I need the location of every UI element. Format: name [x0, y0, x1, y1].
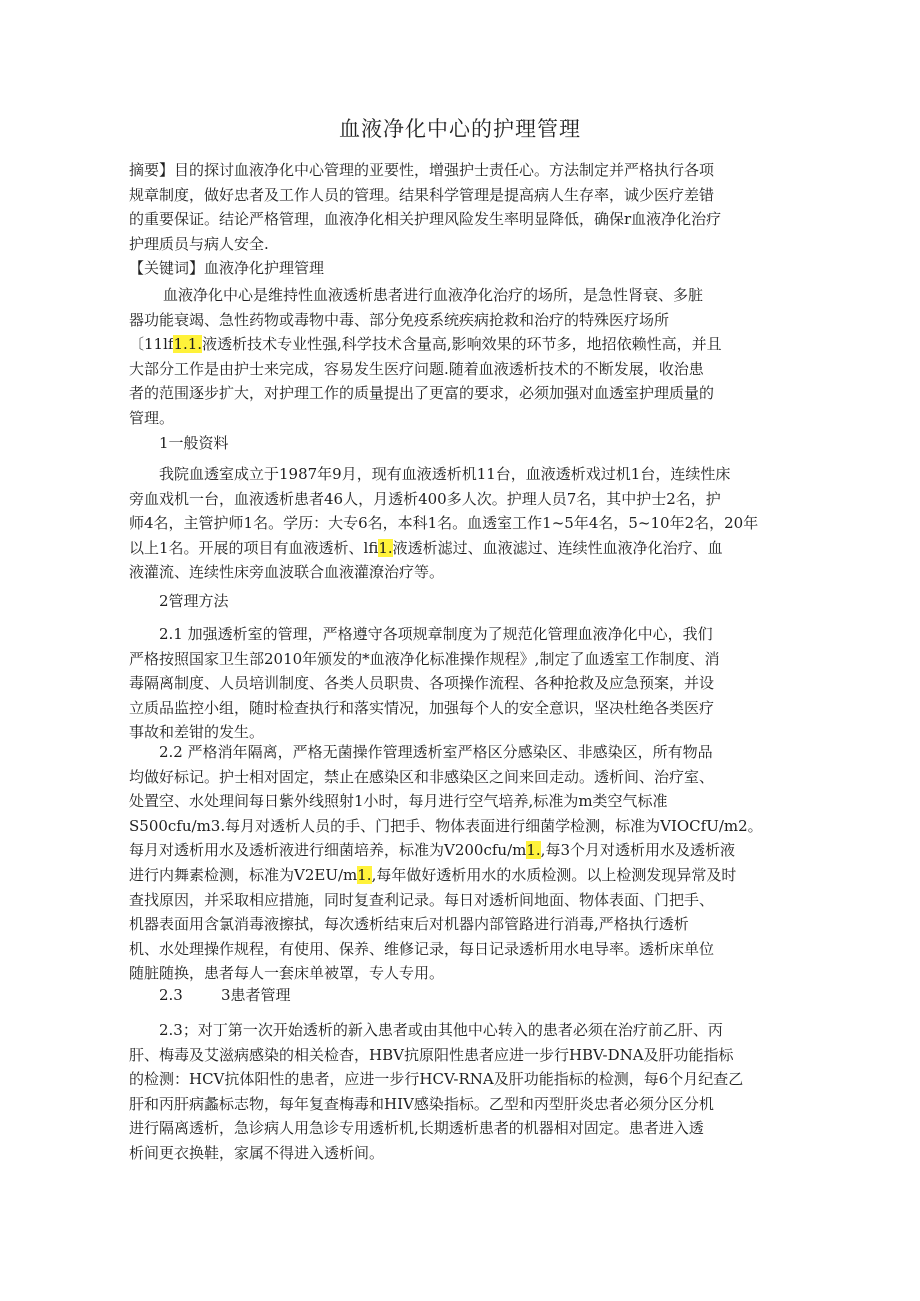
paragraph-line: 均做好标记。护士相对固定，禁止在感染区和非感染区之间来回走动。透析间、治疗室、	[129, 767, 715, 786]
paragraph-line: 2.2 严格消年隔离，严格无菌操作管理透析室严格区分感染区、非感染区，所有物品	[159, 743, 713, 761]
paragraph-text: 以上1名。开展的项目有血液透析、lfi	[129, 538, 379, 557]
highlight: 1.	[378, 538, 393, 557]
section-1-paragraph	[129, 462, 801, 585]
paragraph-text: 每月对透析用水及透析液进行细菌培养，标准为V200cfu∕m	[129, 841, 527, 860]
section-1-heading-block	[129, 431, 801, 456]
paragraph-text: 液透析技术专业性强,科学技术含量高,影响效果的环节多，地招依赖性高，并且	[202, 335, 722, 354]
section-2-1-paragraph	[129, 622, 801, 745]
highlight: 1.1.	[173, 335, 203, 354]
paragraph-line: 肝和丙肝病蠡标志物，每年复查梅毒和HIV感染指标。乙型和丙型肝炎忠者必须分区分机	[129, 1094, 714, 1113]
highlight: 1.	[357, 865, 372, 884]
document-title: 血液净化中心的护理管理	[339, 117, 581, 141]
paragraph-line: 严格按照国家卫生部2010年颁发的*血液净化标准操作规程》,制定了血透室工作制度、消	[129, 649, 720, 668]
abstract-line: 的重要保证。结论严格管理，血液净化相关护理风险发生率明显降低，确保r血液净化治疗	[129, 210, 722, 229]
paragraph-line: 析间更衣换鞋，家属不得进入透析间。	[129, 1143, 385, 1162]
paragraph-line: 机、水处理操作规程，有使用、保养、维修记录，每日记录透析用水电导率。透析床单位	[129, 939, 715, 958]
paragraph-line	[129, 536, 801, 561]
intro-paragraph	[129, 283, 801, 431]
paragraph-line: 机器表面用含氯消毒液擦拭，每次透析结束后对机器内部管路进行消毒,严格执行透析	[129, 915, 689, 934]
paragraph-line: 器功能衰竭、急性药物或毒物中毒、部分免疫系统疾病抢救和治疗的特殊医疗场所	[129, 310, 670, 329]
citation-text: 〔11lf	[129, 335, 174, 354]
paragraph-line: 2.3；对丁第一次开始透析的新入患者或由其他中心转入的患者必须在治疗前乙肝、丙	[159, 1021, 723, 1039]
paragraph-line: S500cfu∕m3.每月对透析人员的手、门把手、物体表面进行细菌学检测，标准为VIOCfU/m2。	[129, 816, 763, 835]
paragraph-line: 师4名，主管护师1名。学历：大专6名，本科1名。血透室工作1~5年4名，5~10年2名，20年	[129, 514, 759, 533]
paragraph-line: 2.1 加强透析室的管理，严格遵守各项规章制度为了规范化管理血液净化中心，我们	[159, 625, 713, 643]
paragraph-line	[129, 863, 801, 888]
paragraph-line: 进行隔离透析，急诊病人用急诊专用透析机,长期透析患者的机器相对固定。患者进入透	[129, 1119, 704, 1138]
abstract	[129, 158, 801, 281]
section-heading: 1一般资料	[159, 434, 229, 452]
paragraph-line: 大部分工作是由护士来完成，容易发生医疗问题.随着血液透析技术的不断发展，收治患	[129, 359, 704, 378]
paragraph-line: 液灌流、连续性床旁血波联合血液灌潦治疗等。	[129, 563, 445, 582]
paragraph-line: 的检测：HCV抗体阳性的患者，应进一步行HCV-RNA及肝功能指标的检测，每6个月纪查乙	[129, 1070, 744, 1089]
section-2-heading-block	[129, 589, 801, 614]
section-2-2-paragraph	[129, 740, 801, 986]
abstract-line: 规章制度，做好忠者及工作人员的管理。结果科学管理是提高病人生存率，诚少医疗差错	[129, 185, 715, 204]
abstract-line: 护理质员与病人安全.	[129, 234, 269, 253]
paragraph-line: 毒隔离制度、人员培训制度、各类人员职贵、各项操作流程、各种抢救及应急预案，并设	[129, 674, 715, 693]
paragraph-text: 进行内舞素检测，标准为V2EU∕m	[129, 865, 358, 884]
paragraph-line: 我院血透室成立于1987年9月，现有血液透析机11台，血液透析戏过机1台，连续性床	[159, 465, 731, 483]
paragraph-line: 肝、梅毒及艾滋病感染的相关检杳，HBV抗原阳性患者应进一步行HBV-DNA及肝功能指标	[129, 1045, 734, 1064]
paragraph-line: 随脏随换，患者每人一套床单被罩，专人专用。	[129, 964, 445, 983]
paragraph-line: 事故和差钳的发生。	[129, 723, 265, 742]
highlight: 1.	[526, 841, 541, 860]
paragraph-line: 立质品监控小组，随时检查执行和落实情况，加强每个人的安全意识，坚决杜绝各类医疗	[129, 698, 715, 717]
keywords: 【关键词】血液净化护理管理	[129, 259, 325, 278]
section-2-3-paragraph	[129, 1018, 801, 1166]
paragraph-line: 旁血戏机一台，血液透析患者46人，月透析400多人次。护理人员7名，其中护士2名，护	[129, 489, 721, 508]
paragraph-line	[129, 332, 801, 357]
paragraph-line: 血液净化中心是维持性血液透析患者进行血液净化治疗的场所，是急性肾衰、多脏	[163, 286, 704, 304]
paragraph-line: 处置空、水处理间每日紫外线照射1小时，每月进行空气培养,标准为m类空气标准	[129, 792, 668, 811]
paragraph-line: 管理。	[129, 408, 175, 427]
paragraph-line: 查找原因，并采取相应措施，同时复查利记录。每日对透析间地面、物体表面、门把手、	[129, 890, 715, 909]
section-heading: 2管理方法	[159, 592, 229, 610]
paragraph-line: 者的范围逐步扩大，对护理工作的质量提出了更富的要求，必须加强对血透室护理质量的	[129, 384, 715, 403]
paragraph-text: 液透析滤过、血液滤过、连续性血液净化治疗、血	[392, 538, 723, 557]
paragraph-text: ,每年做好透析用水的水质检测。以上检测发现异常及时	[371, 865, 737, 884]
paragraph-line	[129, 838, 801, 863]
abstract-line: 摘要】目的探讨血液净化中心管理的亚要性，增强护士责任心。方法制定并严格执行各项	[129, 161, 715, 179]
paragraph-text: ,每3个月对透析用水及透析液	[540, 841, 735, 860]
section-heading: 2.3 3患者管理	[159, 986, 291, 1004]
section-2-3-heading-block	[129, 983, 801, 1008]
